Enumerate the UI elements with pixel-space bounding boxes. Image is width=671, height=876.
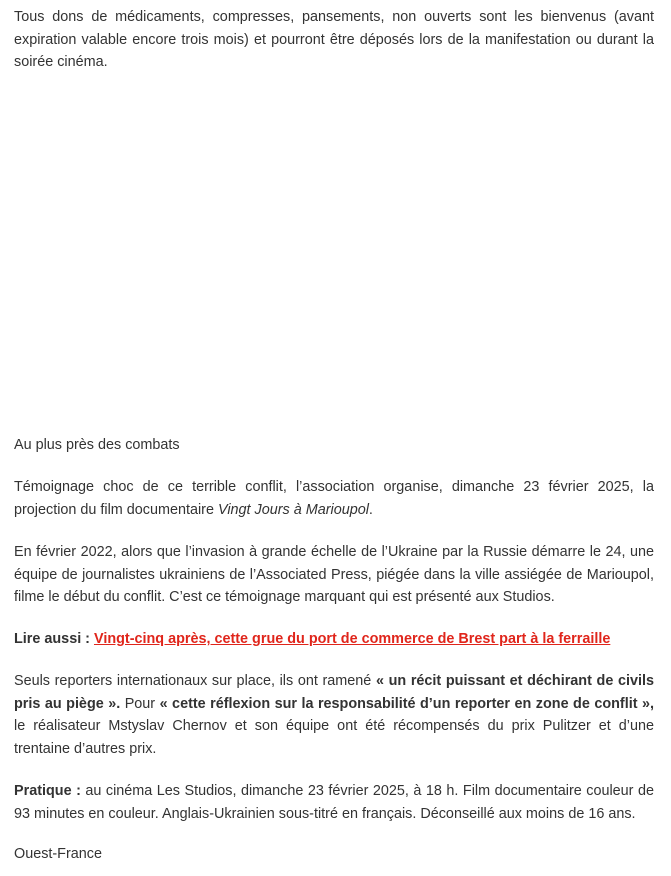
film-title: Vingt Jours à Marioupol: [217, 501, 369, 518]
read-also-link[interactable]: Vingt-cinq après, cette grue du port de commerce de Brest part à la ferraille: [93, 631, 611, 647]
screening-text: Témoignage choc de ce terrible conflit, l’association organise, dimanche 23 février 2025, la projection du film documentaire: [14, 479, 654, 518]
screening-text-end: .: [368, 501, 373, 518]
paragraph-pulitzer: [14, 670, 654, 760]
read-also: [14, 628, 654, 651]
read-also-label: Lire aussi :: [14, 631, 90, 647]
pulitzer-text-1: Seuls reporters internationaux sur place, ils ont ramené: [14, 673, 376, 689]
practical-label: Pratique :: [14, 783, 81, 799]
section-subheading: Au plus près des combats: [14, 437, 180, 453]
pulitzer-text-3: le réalisateur Mstyslav Chernov et son équipe ont été récompensés du prix Pulitzer et d’une trentaine d’autres prix.: [14, 718, 654, 757]
paragraph-context: En février 2022, alors que l’invasion à grande échelle de l’Ukraine par la Russie démarre le 24, une équipe de journalistes ukrainiens de l’Associated Press, piégée dans la ville assiégée de Marioupol, filme le début du conflit. C’est ce témoignage marquant qui est présenté aux Studios.: [14, 544, 654, 605]
pulitzer-quote-2: « cette réflexion sur la responsabilité d’un reporter en zone de conflit »,: [159, 695, 654, 712]
practical-info: [14, 780, 654, 825]
source-credit: Ouest-France: [14, 846, 102, 862]
pulitzer-text-2: Pour: [120, 695, 160, 712]
practical-text: au cinéma Les Studios, dimanche 23 février 2025, à 18 h. Film documentaire couleur de 93 minutes en couleur. Anglais-Ukrainien sous-titré en français. Déconseillé aux moins de 16 ans.: [14, 783, 654, 822]
paragraph-donations: Tous dons de médicaments, compresses, pansements, non ouverts sont les bienvenus (avant expiration valable encore trois mois) et pourront être déposés lors de la manifestation ou durant la soirée cinéma.: [14, 9, 654, 70]
blank-ad-space: [14, 90, 654, 420]
pulitzer-quote-1: « un récit puissant et déchirant de civils pris au piège ».: [14, 673, 654, 712]
paragraph-screening: [14, 476, 654, 521]
